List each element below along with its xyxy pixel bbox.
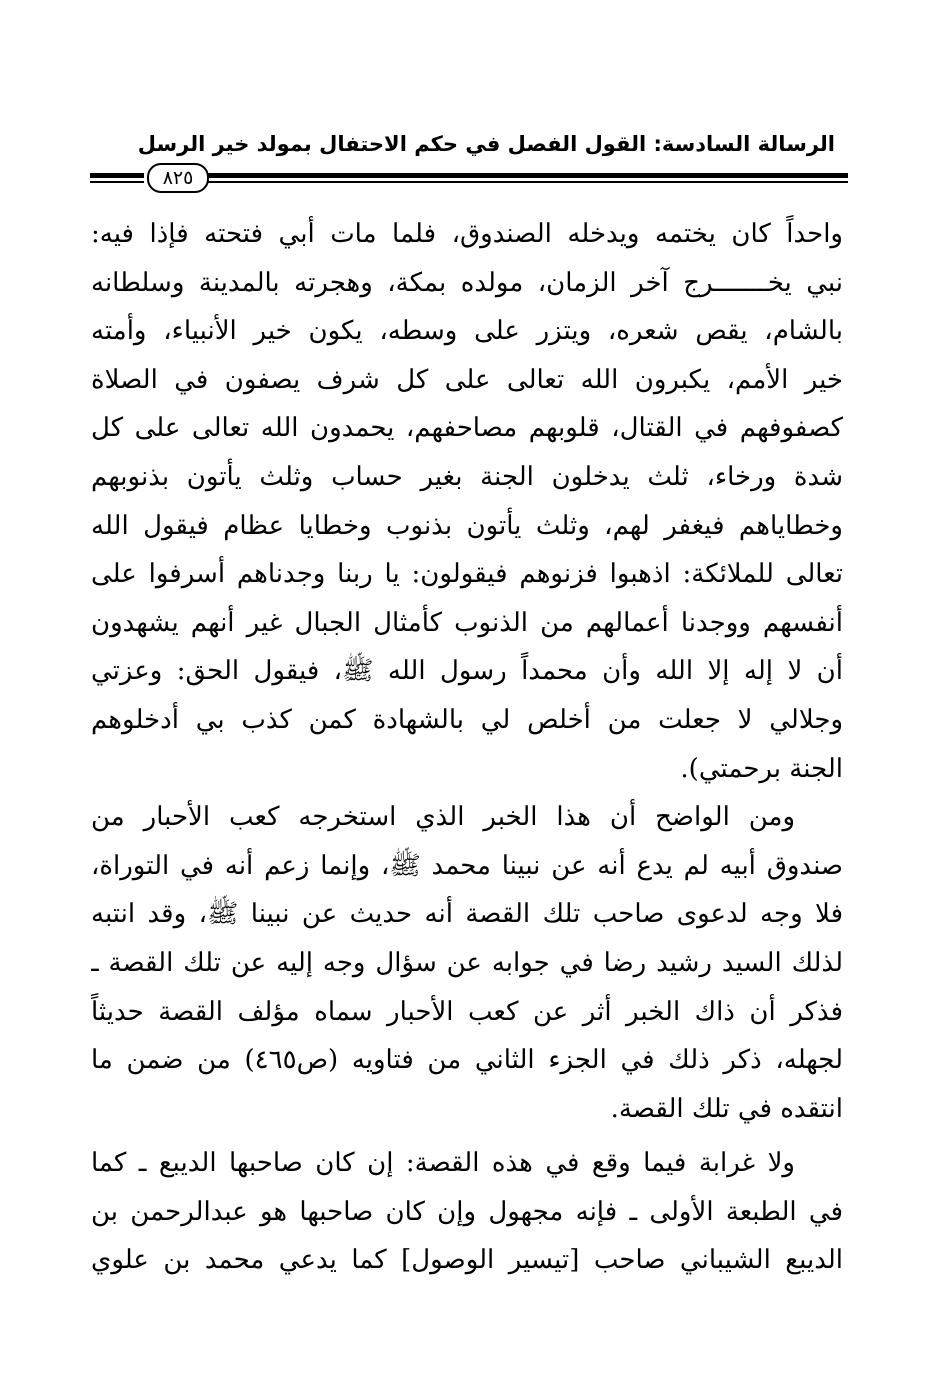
text-line: فذكر أن ذاك الخبر أثر عن كعب الأحبار سماه مؤلف القصة حديثاً (91, 996, 843, 1027)
text-line: وجلالي لا جعلت من أخلص لي بالشهادة كمن كذب بي أدخلوهم (91, 704, 843, 735)
text-line: أن لا إله إلا الله وأن محمداً رسول الله ﷺ، فيقول الحق: وعزتي (91, 656, 843, 687)
text-line: بالشام، يقص شعره، ويتزر على وسطه، يكون خير الأنبياء، وأمته (91, 316, 843, 347)
paragraph-1 (91, 210, 843, 793)
text-line: خير الأمم، يكبرون الله تعالى على كل شرف يصفون في الصلاة (91, 364, 843, 395)
text-line: ولا غرابة فيما وقع في هذه القصة: إن كان صاحبها الديبع ـ كما (91, 1148, 795, 1179)
text-line: لذلك السيد رشيد رضا في جوابه عن سؤال وجه إليه عن تلك القصة ـ (91, 947, 843, 978)
header-rule-right (208, 173, 848, 183)
text-line: شدة ورخاء، ثلث يدخلون الجنة بغير حساب وثلث يأتون بذنوبهم (91, 461, 843, 492)
text-line: كصفوفهم في القتال، قلوبهم مصاحفهم، يحمدون الله تعالى على كل (91, 413, 843, 444)
text-line: الجنة برحمتي). (680, 753, 843, 784)
paragraph-3 (91, 1139, 843, 1285)
text-line: واحداً كان يختمه ويدخله الصندوق، فلما مات أبي فتحته فإذا فيه: (91, 219, 843, 249)
text-line: فلا وجه لدعوى صاحب تلك القصة أنه حديث عن نبينا ﷺ، وقد انتبه (91, 899, 843, 930)
header-rule-left (90, 173, 144, 183)
header-rule (90, 163, 848, 193)
text-line: أنفسهم ووجدنا أعمالهم من الذنوب كأمثال الجبال غير أنهم يشهدون (91, 607, 843, 638)
paragraph-2 (91, 793, 843, 1133)
text-line: لجهله، ذكر ذلك في الجزء الثاني من فتاويه (ص٤٦٥) من ضمن ما (91, 1045, 843, 1076)
page-number: ٨٢٥ (147, 163, 209, 193)
running-header-title: الرسالة السادسة: القول الفصل في حكم الاحتفال بمولد خير الرسل (137, 132, 835, 156)
text-line: تعالى للملائكة: اذهبوا فزنوهم فيقولون: يا ربنا وجدناهم أسرفوا على (91, 559, 843, 590)
text-line: ومن الواضح أن هذا الخبر الذي استخرجه كعب الأحبار من (91, 802, 795, 833)
text-line: في الطبعة الأولى ـ فإنه مجهول وإن كان صاحبها هو عبدالرحمن بن (91, 1196, 843, 1227)
text-line: نبي يخـــــــرج آخر الزمان، مولده بمكة، وهجرته بالمدينة وسلطانه (91, 267, 843, 298)
body-text (91, 210, 843, 1285)
text-line: وخطاياهم فيغفر لهم، وثلث يأتون بذنوب وخطايا عظام فيقول الله (91, 510, 843, 541)
text-line: صندوق أبيه لم يدع أنه عن نبينا محمد ﷺ، وإنما زعم أنه في التوراة، (91, 850, 843, 881)
text-line: الديبع الشيباني صاحب [تيسير الوصول] كما يدعي محمد بن علوي (91, 1245, 843, 1276)
text-line: انتقده في تلك القصة. (610, 1093, 843, 1124)
